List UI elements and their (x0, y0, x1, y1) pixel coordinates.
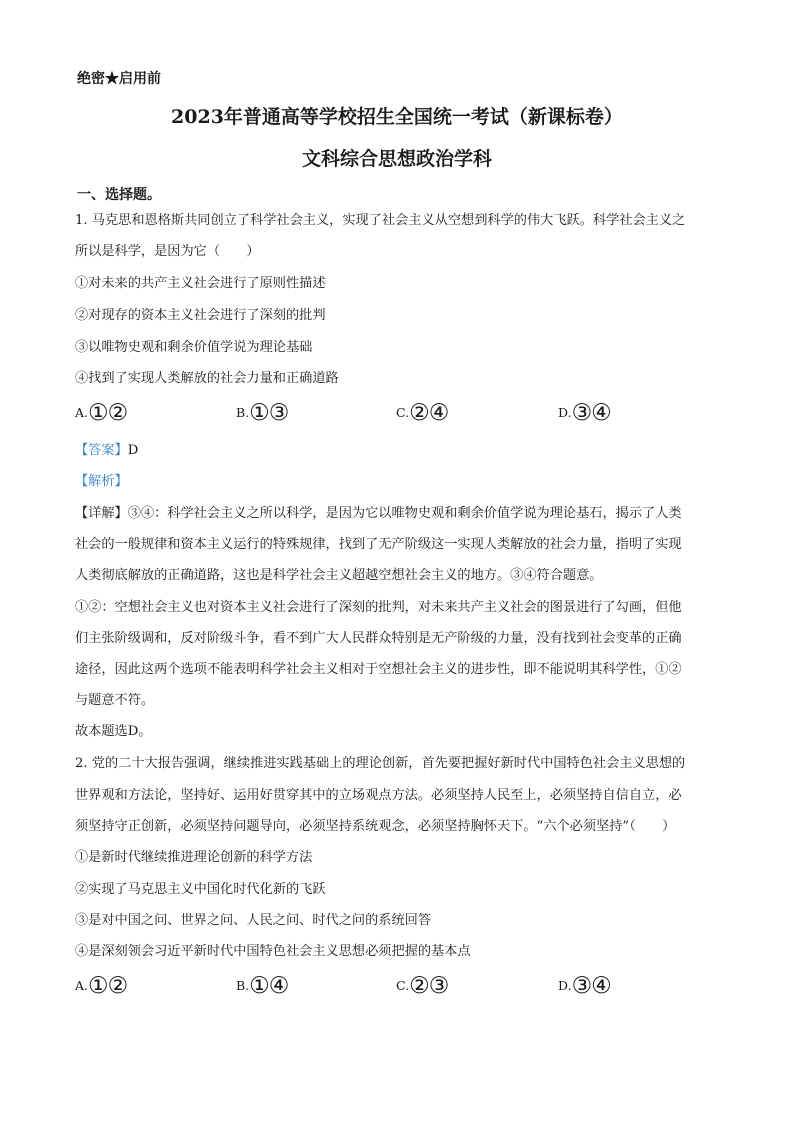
q1-stem-line: 所以是科学，是因为它（ ） (75, 244, 260, 259)
detail-text: ③④：科学社会主义之所以科学，是因为它以唯物史观和剩余价值学说为理论基石，揭示了人类 (127, 506, 682, 521)
q1-detail-line: 人类彻底解放的正确道路，这也是科学社会主义超越空想社会主义的地方。③④符合题意。 (75, 568, 603, 583)
exam-title: 2023年普通高等学校招生全国统一考试（新课标卷） (171, 106, 623, 128)
option-value: ①④ (249, 973, 289, 999)
q2-options (75, 973, 715, 1003)
q2-stem-line: 2. 党的二十大报告强调，继续推进实践基础上的理论创新，首先要把握好新时代中国特色社会主义思想的 (75, 756, 686, 771)
q2-stem-line: 须坚持守正创新，必须坚持问题导向，必须坚持系统观念，必须坚持胸怀天下。“六个必须坚持”（ ） (75, 819, 676, 834)
q2-option-a[interactable] (75, 973, 127, 999)
q1-item: ①对未来的共产主义社会进行了原则性描述 (75, 276, 326, 291)
q2-item: ①是新时代继续推进理论创新的科学方法 (75, 850, 313, 865)
q1-detail-line (75, 504, 682, 524)
analysis-tag: 【解析】 (75, 474, 128, 489)
detail-tag: 【详解】 (75, 506, 128, 521)
q1-option-b[interactable] (236, 400, 288, 426)
option-value: ②③ (409, 973, 449, 999)
option-value: ②④ (409, 400, 449, 426)
q2-option-b[interactable] (236, 973, 288, 999)
q1-option-c[interactable] (396, 400, 448, 426)
option-letter: A. (75, 405, 89, 420)
q2-item: ④是深刻领会习近平新时代中国特色社会主义思想必须把握的基本点 (75, 944, 471, 959)
option-letter: C. (396, 978, 410, 993)
q1-item: ④找到了实现人类解放的社会力量和正确道路 (75, 371, 339, 386)
q1-option-d[interactable] (558, 400, 611, 426)
q1-detail-line: 社会的一般规律和资本主义运行的特殊规律，找到了无产阶级这一实现人类解放的社会力量，指明了实现 (75, 537, 682, 552)
q2-option-d[interactable] (558, 973, 611, 999)
q1-detail-line: 与题意不符。 (75, 693, 155, 708)
q1-options (75, 400, 715, 430)
option-letter: B. (236, 978, 250, 993)
q1-conclusion: 故本题选D。 (75, 724, 152, 739)
q1-detail-line: 途径，因此这两个选项不能表明科学社会主义相对于空想社会主义的进步性，即不能说明其科学性，①② (75, 662, 682, 677)
q2-option-c[interactable] (396, 973, 448, 999)
q1-detail-line: ①②：空想社会主义也对资本主义社会进行了深刻的批判，对未来共产主义社会的图景进行了勾画，但他 (75, 600, 682, 615)
q1-item: ③以唯物史观和剩余价值学说为理论基础 (75, 340, 313, 355)
q1-detail-line: 们主张阶级调和，反对阶级斗争，看不到广大人民群众特别是无产阶级的力量，没有找到社会变革的正确 (75, 631, 682, 646)
option-letter: D. (558, 978, 572, 993)
section-heading: 一、选择题。 (77, 187, 161, 203)
exam-subtitle: 文科综合思想政治学科 (301, 148, 492, 170)
confidential-label: 绝密★启用前 (77, 71, 161, 87)
q1-answer (75, 441, 138, 461)
option-letter: B. (236, 405, 250, 420)
option-letter: D. (558, 405, 572, 420)
option-letter: C. (396, 405, 410, 420)
option-letter: A. (75, 978, 89, 993)
option-value: ③④ (571, 400, 611, 426)
answer-tag: 【答案】 (75, 443, 128, 458)
q2-item: ②实现了马克思主义中国化时代化新的飞跃 (75, 882, 326, 897)
q1-item: ②对现存的资本主义社会进行了深刻的批判 (75, 308, 326, 323)
option-value: ①② (88, 973, 128, 999)
q1-stem-line: 1. 马克思和恩格斯共同创立了科学社会主义，实现了社会主义从空想到科学的伟大飞跃。科学社会主义之 (75, 213, 686, 228)
option-value: ①③ (249, 400, 289, 426)
option-value: ①② (88, 400, 128, 426)
q1-option-a[interactable] (75, 400, 127, 426)
q2-item: ③是对中国之问、世界之问、人民之问、时代之问的系统回答 (75, 913, 432, 928)
answer-value: D (127, 443, 139, 458)
option-value: ③④ (571, 973, 611, 999)
q2-stem-line: 世界观和方法论，坚持好、运用好贯穿其中的立场观点方法。必须坚持人民至上，必须坚持自信自立，必 (75, 788, 682, 803)
